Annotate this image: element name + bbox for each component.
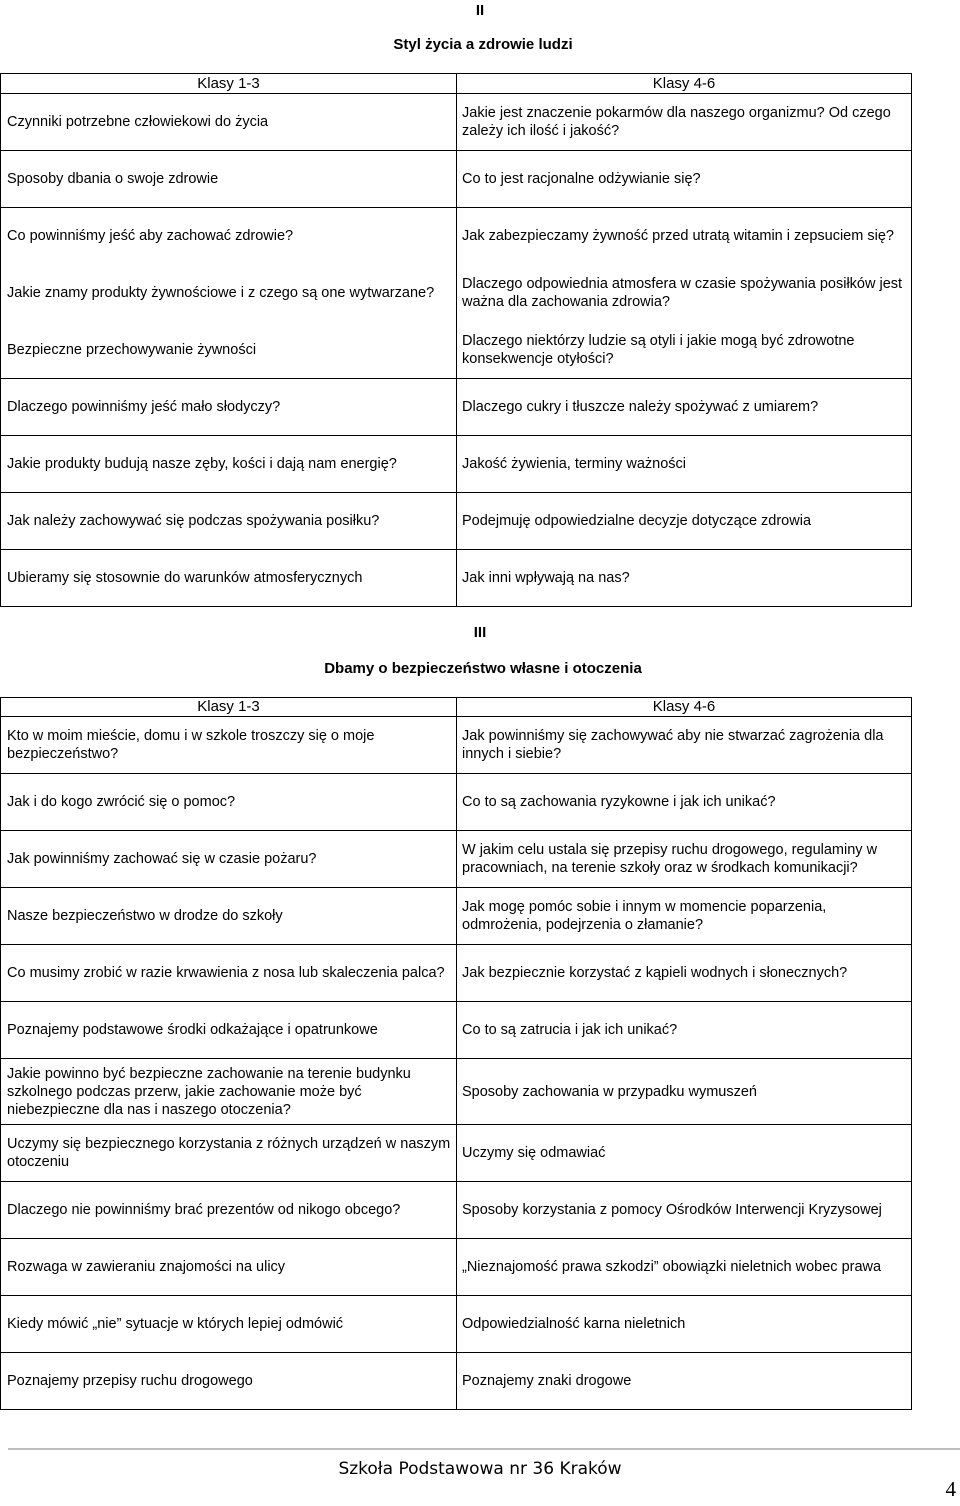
section-2-number: II xyxy=(475,2,485,19)
table-cell: Sposoby dbania o swoje zdrowie xyxy=(1,151,457,208)
table-cell: Kto w moim mieście, domu i w szkole troszczy się o moje bezpieczeństwo? xyxy=(1,717,457,774)
header-grades-1-3: Klasy 1-3 xyxy=(1,698,457,717)
table-cell: „Nieznajomość prawa szkodzi” obowiązki nieletnich wobec prawa xyxy=(457,1239,912,1296)
table-cell: Jak należy zachowywać się podczas spożywania posiłku? xyxy=(1,493,457,550)
table-cell: Jak bezpiecznie korzystać z kąpieli wodnych i słonecznych? xyxy=(457,945,912,1002)
table-cell: Nasze bezpieczeństwo w drodze do szkoły xyxy=(1,888,457,945)
footer-divider xyxy=(8,1448,960,1450)
table-cell: Co powinniśmy jeść aby zachować zdrowie? xyxy=(1,208,457,265)
table-cell: Jak powinniśmy zachować się w czasie pożaru? xyxy=(1,831,457,888)
header-grades-4-6: Klasy 4-6 xyxy=(457,74,912,94)
table-cell: Dlaczego nie powinniśmy brać prezentów od nikogo obcego? xyxy=(1,1182,457,1239)
table-cell: Rozwaga w zawieraniu znajomości na ulicy xyxy=(1,1239,457,1296)
table-cell: Co to są zachowania ryzykowne i jak ich unikać? xyxy=(457,774,912,831)
table-cell: Poznajemy podstawowe środki odkażające i opatrunkowe xyxy=(1,1002,457,1059)
table-cell: Odpowiedzialność karna nieletnich xyxy=(457,1296,912,1353)
section-2-title: Styl życia a zdrowie ludzi xyxy=(393,36,573,53)
table-cell: Dlaczego cukry i tłuszcze należy spożywać z umiarem? xyxy=(457,379,912,436)
table-cell: Kiedy mówić „nie” sytuacje w których lepiej odmówić xyxy=(1,1296,457,1353)
section-3-table xyxy=(0,697,912,1410)
footer-school-name: Szkoła Podstawowa nr 36 Kraków xyxy=(338,1459,622,1479)
table-cell: Jak inni wpływają na nas? xyxy=(457,550,912,607)
table-cell: Co musimy zrobić w razie krwawienia z nosa lub skaleczenia palca? xyxy=(1,945,457,1002)
table-cell: Jak mogę pomóc sobie i innym w momencie poparzenia, odmrożenia, podejrzenia o złamanie? xyxy=(457,888,912,945)
table-cell: Jak i do kogo zwrócić się o pomoc? xyxy=(1,774,457,831)
table-cell: Dlaczego niektórzy ludzie są otyli i jakie mogą być zdrowotne konsekwencje otyłości? xyxy=(457,322,912,379)
table-cell: Sposoby zachowania w przypadku wymuszeń xyxy=(457,1059,912,1125)
table-cell: W jakim celu ustala się przepisy ruchu drogowego, regulaminy w pracowniach, na terenie szkoły oraz w środkach komunikacji? xyxy=(457,831,912,888)
section-2-table xyxy=(0,73,912,607)
table-cell: Dlaczego odpowiednia atmosfera w czasie spożywania posiłków jest ważna dla zachowania zdrowia? xyxy=(457,265,912,322)
table-cell: Poznajemy znaki drogowe xyxy=(457,1353,912,1410)
table-cell: Czynniki potrzebne człowiekowi do życia xyxy=(1,94,457,151)
table-cell: Bezpieczne przechowywanie żywności xyxy=(1,322,457,379)
table-cell: Co to jest racjonalne odżywianie się? xyxy=(457,151,912,208)
table-cell: Jakość żywienia, terminy ważności xyxy=(457,436,912,493)
table-cell: Jak zabezpieczamy żywność przed utratą witamin i zepsuciem się? xyxy=(457,208,912,265)
table-cell: Co to są zatrucia i jak ich unikać? xyxy=(457,1002,912,1059)
table-cell: Jakie jest znaczenie pokarmów dla naszego organizmu? Od czego zależy ich ilość i jakość? xyxy=(457,94,912,151)
table-cell: Podejmuję odpowiedzialne decyzje dotyczące zdrowia xyxy=(457,493,912,550)
header-grades-4-6: Klasy 4-6 xyxy=(457,698,912,717)
table-cell: Jakie powinno być bezpieczne zachowanie na terenie budynku szkolnego podczas przerw, jakie zachowanie może być niebezpieczne dla nas i naszego otoczenia? xyxy=(1,1059,457,1125)
section-3-title: Dbamy o bezpieczeństwo własne i otoczenia xyxy=(324,660,642,677)
table-cell: Jakie znamy produkty żywnościowe i z czego są one wytwarzane? xyxy=(1,265,457,322)
table-cell: Ubieramy się stosownie do warunków atmosferycznych xyxy=(1,550,457,607)
table-cell: Sposoby korzystania z pomocy Ośrodków Interwencji Kryzysowej xyxy=(457,1182,912,1239)
header-grades-1-3: Klasy 1-3 xyxy=(1,74,457,94)
table-cell: Uczymy się bezpiecznego korzystania z różnych urządzeń w naszym otoczeniu xyxy=(1,1125,457,1182)
table-cell: Jakie produkty budują nasze zęby, kości i dają nam energię? xyxy=(1,436,457,493)
section-3-number: III xyxy=(473,624,487,641)
table-cell: Uczymy się odmawiać xyxy=(457,1125,912,1182)
table-cell: Jak powinniśmy się zachowywać aby nie stwarzać zagrożenia dla innych i siebie? xyxy=(457,717,912,774)
page-number: 4 xyxy=(945,1477,956,1501)
table-cell: Dlaczego powinniśmy jeść mało słodyczy? xyxy=(1,379,457,436)
table-cell: Poznajemy przepisy ruchu drogowego xyxy=(1,1353,457,1410)
